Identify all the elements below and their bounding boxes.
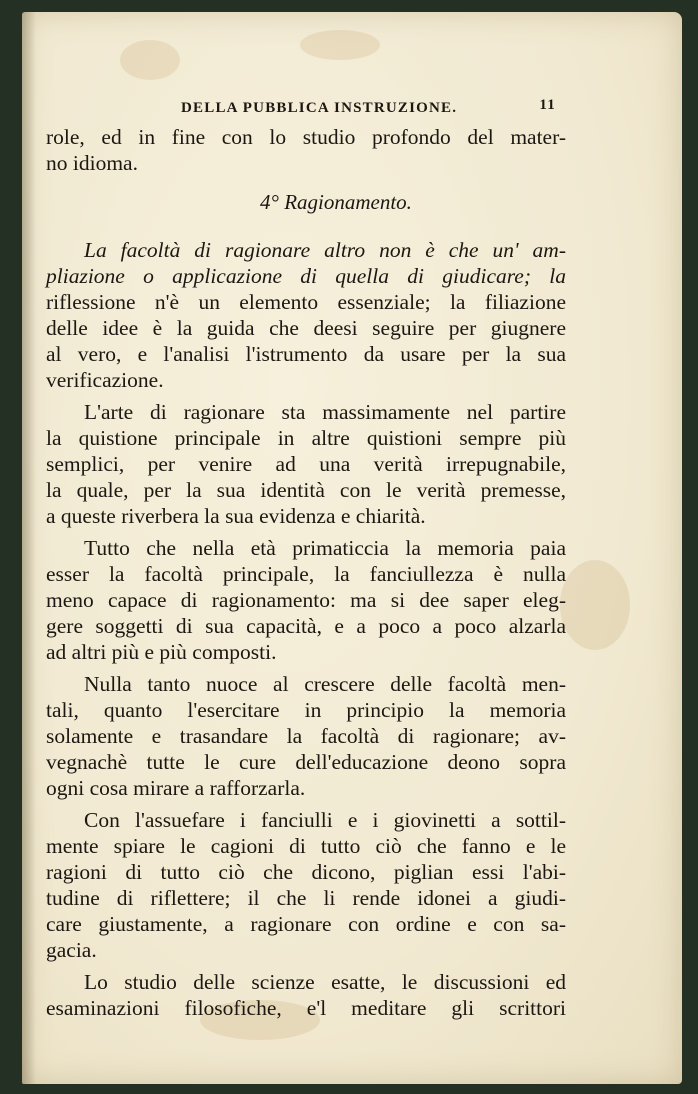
text-line: gere soggetti di sua capacità, e a poco a poco alzarla [46, 614, 566, 638]
text-line: la quistione principale in altre quistioni sempre più [46, 426, 566, 450]
paragraph [46, 399, 566, 529]
paragraph [46, 535, 566, 665]
section-heading: 4° Ragionamento. [260, 190, 412, 214]
text-line: Nulla tanto nuoce al crescere delle facoltà men- [84, 672, 566, 696]
text-line: mente spiare le cagioni di tutto ciò che fanno e le [46, 834, 566, 858]
text-line: solamente e trasandare la facoltà di ragionare; av- [46, 724, 566, 748]
text-line: Tutto che nella età primaticcia la memoria paia [84, 536, 566, 560]
paragraph [46, 807, 566, 963]
text-line: esser la facoltà principale, la fanciullezza è nulla [46, 562, 566, 586]
text-line: L'arte di ragionare sta massimamente nel partire [84, 400, 566, 424]
text-line: ad altri più e più composti. [46, 640, 277, 664]
text-line: gacia. [46, 938, 97, 962]
paper-stain [300, 30, 380, 60]
text-line: ogni cosa mirare a rafforzarla. [46, 776, 306, 800]
text-line: meno capace di ragionamento: ma si dee saper eleg- [46, 588, 566, 612]
text-line: delle idee è la guida che deesi seguire per giugnere [46, 316, 566, 340]
text-line: tali, quanto l'esercitare in principio la memoria [46, 698, 566, 722]
text-line: tudine di riflettere; il che li rende idonei a giudi- [46, 886, 566, 910]
running-header [46, 98, 566, 124]
text-line: Lo studio delle scienze esatte, le discussioni ed [84, 970, 566, 994]
text-line: riflessione n'è un elemento essenziale; la filiazione [46, 290, 566, 314]
text-line: vegnachè tutte le cure dell'educazione deono sopra [46, 750, 566, 774]
text-line: role, ed in fine con lo studio profondo del mater- [46, 125, 566, 149]
page-text [46, 98, 566, 1021]
running-header-title: DELLA PUBBLICA INSTRUZIONE. [181, 100, 458, 116]
paper-stain [120, 40, 180, 80]
text-line: a queste riverbera la sua evidenza e chiarità. [46, 504, 426, 528]
text-line: La facoltà di ragionare altro non è che un' am- [84, 238, 566, 262]
text-line: ragioni di tutto ciò che dicono, piglian essi l'abi- [46, 860, 566, 884]
paragraph [46, 969, 566, 1021]
text-line: pliazione o applicazione di quella di giudicare; la [46, 264, 566, 288]
text-line: esaminazioni filosofiche, e'l meditare gli scrittori [46, 996, 566, 1020]
text-line: no idioma. [46, 151, 138, 175]
text-line: la quale, per la sua identità con le verità premesse, [46, 478, 566, 502]
intro-text [46, 124, 566, 176]
page-number: 11 [539, 97, 556, 113]
page-gutter-shadow [22, 12, 36, 1084]
paragraph [46, 671, 566, 801]
text-line: care giustamente, a ragionare con ordine e con sa- [46, 912, 566, 936]
text-line: semplici, per venire ad una verità irrepugnabile, [46, 452, 566, 476]
text-line: verificazione. [46, 368, 164, 392]
paragraph [46, 237, 566, 393]
paper-stain [560, 560, 630, 650]
text-line: Con l'assuefare i fanciulli e i giovinetti a sottil- [84, 808, 566, 832]
text-line: al vero, e l'analisi l'istrumento da usare per la sua [46, 342, 566, 366]
